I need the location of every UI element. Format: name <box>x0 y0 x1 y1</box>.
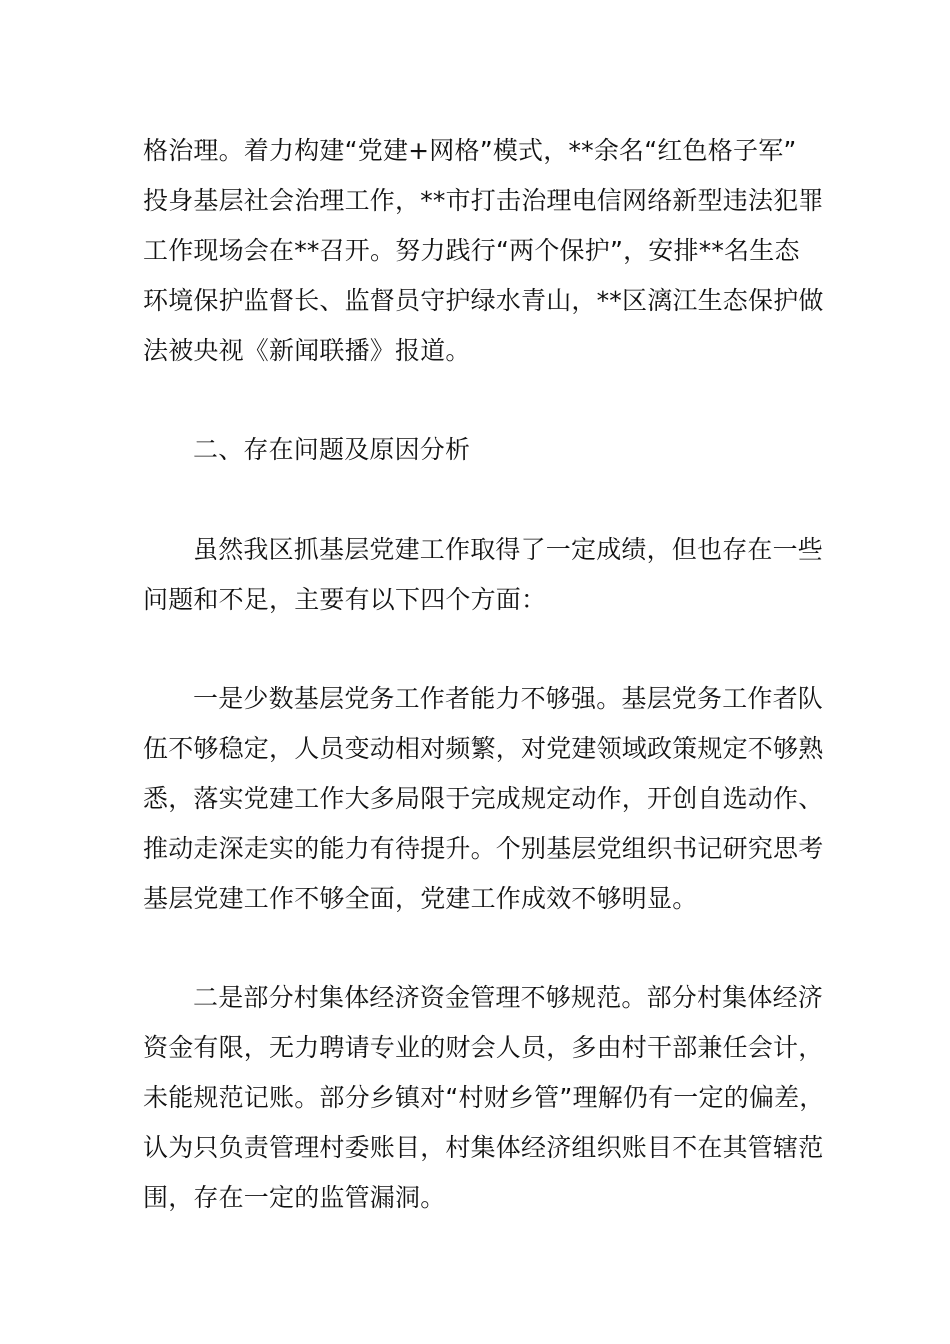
paragraph-line: 悉，落实党建工作大多局限于完成规定动作，开创自选动作、 <box>143 784 824 813</box>
paragraph-line: 投身基层社会治理工作，**市打击治理电信网络新型违法犯罪 <box>143 186 824 215</box>
paragraph-line: 二是部分村集体经济资金管理不够规范。部分村集体经济 <box>193 983 824 1012</box>
section-heading: 二、存在问题及原因分析 <box>193 435 471 464</box>
paragraph-line: 工作现场会在**召开。努力践行“两个保护”，安排**名生态 <box>143 236 800 265</box>
paragraph-line: 问题和不足，主要有以下四个方面： <box>143 585 547 614</box>
paragraph-line: 法被央视《新闻联播》报道。 <box>143 336 471 365</box>
paragraph-line: 基层党建工作不够全面，党建工作成效不够明显。 <box>143 884 698 913</box>
paragraph-line: 认为只负责管理村委账目，村集体经济组织账目不在其管辖范 <box>143 1133 824 1162</box>
paragraph-line: 资金有限，无力聘请专业的财会人员，多由村干部兼任会计， <box>143 1033 824 1062</box>
paragraph-line: 虽然我区抓基层党建工作取得了一定成绩，但也存在一些 <box>193 535 824 564</box>
paragraph-line: 伍不够稳定，人员变动相对频繁，对党建领域政策规定不够熟 <box>143 734 824 763</box>
paragraph-line: 未能规范记账。部分乡镇对“村财乡管”理解仍有一定的偏差， <box>143 1083 825 1112</box>
paragraph-line: 格治理。着力构建“党建+网格”模式，**余名“红色格子军” <box>143 136 797 165</box>
paragraph-line: 推动走深走实的能力有待提升。个别基层党组织书记研究思考 <box>143 834 824 863</box>
paragraph-line: 围，存在一定的监管漏洞。 <box>143 1183 446 1212</box>
paragraph-line: 环境保护监督长、监督员守护绿水青山，**区漓江生态保护做 <box>143 286 824 315</box>
paragraph-line: 一是少数基层党务工作者能力不够强。基层党务工作者队 <box>193 684 824 713</box>
